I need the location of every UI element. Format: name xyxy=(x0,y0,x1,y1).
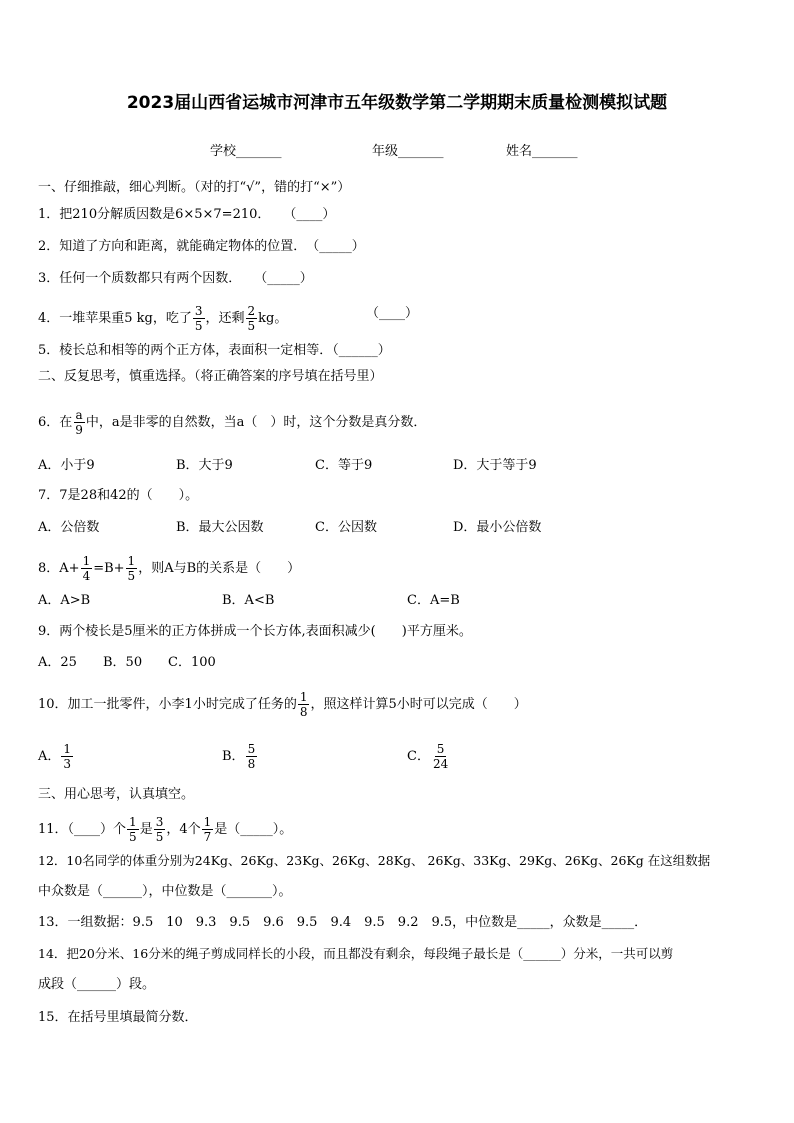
question-12-line-1: 12．10名同学的体重分别为24Kg、26Kg、23Kg、26Kg、28Kg、 26Kg、33Kg、29Kg、26Kg、26Kg 在这组数据 xyxy=(38,853,711,868)
fraction xyxy=(126,554,138,583)
option-label: A． xyxy=(38,749,61,764)
question-12-line-2: 中众数是（______），中位数是（_______）。 xyxy=(38,884,292,899)
denominator: 5 xyxy=(155,830,164,844)
question-8-text-c: ，则A与B的关系是（ ） xyxy=(138,561,301,576)
question-4-text-b: ，还剩 xyxy=(205,311,245,326)
fraction xyxy=(193,304,205,333)
option-d: D．大于等于9 xyxy=(453,458,537,473)
option-b xyxy=(222,742,258,771)
question-10 xyxy=(38,690,764,719)
numerator: 5 xyxy=(247,742,256,756)
denominator: 8 xyxy=(247,757,256,771)
option-b: B．A<B xyxy=(222,593,275,608)
fraction xyxy=(246,304,258,333)
question-4-blank: （____） xyxy=(366,306,419,321)
option-a: A．25 xyxy=(38,655,77,670)
question-8 xyxy=(38,554,764,583)
section-2-heading: 二、反复思考，慎重选择。（将正确答案的序号填在括号里） xyxy=(38,369,383,384)
option-c: C．公因数 xyxy=(315,520,377,535)
question-11 xyxy=(38,815,764,844)
question-11-text-c: ，4个 xyxy=(166,822,201,837)
question-15: 15．在括号里填最简分数． xyxy=(38,1010,198,1025)
question-4 xyxy=(38,304,764,333)
option-d: D．最小公倍数 xyxy=(453,520,542,535)
question-5: 5．棱长总和相等的两个正方体，表面积一定相等．（______） xyxy=(38,343,391,358)
question-8-text-b: =B+ xyxy=(93,561,125,576)
option-label: C． xyxy=(407,749,430,764)
option-a: A．A>B xyxy=(38,593,91,608)
numerator: 1 xyxy=(129,815,137,829)
fraction xyxy=(81,554,93,583)
fraction xyxy=(431,742,450,771)
numerator: 3 xyxy=(194,304,203,318)
option-a: A．小于9 xyxy=(38,458,95,473)
question-7: 7．7是28和42的（ ）。 xyxy=(38,488,199,503)
name-field: 姓名_______ xyxy=(506,144,578,159)
option-label: B． xyxy=(222,749,245,764)
fraction xyxy=(127,815,139,844)
denominator: 3 xyxy=(63,757,72,771)
numerator: 2 xyxy=(247,304,256,318)
denominator: 5 xyxy=(129,830,137,844)
question-11-text-a: 11．（____）个 xyxy=(38,822,127,837)
question-8-text-a: 8．A+ xyxy=(38,561,80,576)
denominator: 9 xyxy=(75,423,83,437)
section-1-heading: 一、仔细推敲，细心判断。（对的打“√”，错的打“×”） xyxy=(38,180,351,195)
numerator: 5 xyxy=(436,742,445,756)
denominator: 7 xyxy=(203,830,212,844)
option-b: B．50 xyxy=(103,655,143,670)
numerator: 3 xyxy=(155,815,164,829)
numerator: 1 xyxy=(127,554,136,568)
fraction xyxy=(61,742,73,771)
question-10-text-a: 10．加工一批零件，小李1小时完成了任务的 xyxy=(38,697,297,712)
school-field: 学校_______ xyxy=(210,144,282,159)
question-1: 1．把210分解质因数是6×5×7=210． （____） xyxy=(38,207,336,222)
question-4-text-a: 4．一堆苹果重5 kg，吃了 xyxy=(38,311,192,326)
page-title: 2023届山西省运城市河津市五年级数学第二学期期末质量检测模拟试题 xyxy=(126,93,668,113)
option-c xyxy=(407,742,451,771)
option-b: B．最大公因数 xyxy=(176,520,264,535)
question-6 xyxy=(38,408,764,437)
fraction xyxy=(246,742,258,771)
question-4-text-c: kg。 xyxy=(258,311,288,326)
question-6-text-b: 中，a是非零的自然数，当a（ ）时，这个分数是真分数． xyxy=(85,415,427,430)
denominator: 24 xyxy=(432,757,449,771)
question-10-text-b: ，照这样计算5小时可以完成（ ） xyxy=(310,697,527,712)
numerator: 1 xyxy=(203,815,212,829)
denominator: 4 xyxy=(82,569,91,583)
numerator: 1 xyxy=(63,742,72,756)
question-14-line-1: 14．把20分米、16分米的绳子剪成同样长的小段，而且都没有剩余，每段绳子最长是（______）分米，一共可以剪 xyxy=(38,946,674,961)
fraction xyxy=(298,690,310,719)
question-2: 2．知道了方向和距离，就能确定物体的位置． （_____） xyxy=(38,239,365,254)
option-b: B．大于9 xyxy=(176,458,233,473)
denominator: 5 xyxy=(127,569,136,583)
fraction xyxy=(202,815,214,844)
option-a xyxy=(38,742,74,771)
question-9: 9．两个棱长是5厘米的正方体拼成一个长方体,表面积减少( )平方厘米。 xyxy=(38,624,472,639)
grade-field: 年级_______ xyxy=(372,144,444,159)
option-c: C．100 xyxy=(168,655,216,670)
option-a: A．公倍数 xyxy=(38,520,100,535)
fraction xyxy=(154,815,166,844)
question-13: 13．一组数据：9.5 10 9.3 9.5 9.6 9.5 9.4 9.5 9.2 9.5，中位数是_____，众数是_____． xyxy=(38,915,648,930)
option-c: C．A=B xyxy=(407,593,460,608)
option-c: C．等于9 xyxy=(315,458,373,473)
denominator: 5 xyxy=(247,319,256,333)
question-11-text-d: 是（_____）。 xyxy=(214,822,293,837)
numerator: a xyxy=(75,408,83,422)
denominator: 5 xyxy=(194,319,203,333)
question-6-text-a: 6．在 xyxy=(38,415,73,430)
question-14-line-2: 成段（______）段。 xyxy=(38,977,156,992)
section-3-heading: 三、用心思考，认真填空。 xyxy=(38,787,195,802)
fraction xyxy=(73,408,85,437)
question-3: 3．任何一个质数都只有两个因数． （_____） xyxy=(38,271,313,286)
denominator: 8 xyxy=(299,705,308,719)
numerator: 1 xyxy=(82,554,91,568)
question-11-text-b: 是 xyxy=(139,822,153,837)
numerator: 1 xyxy=(299,690,308,704)
